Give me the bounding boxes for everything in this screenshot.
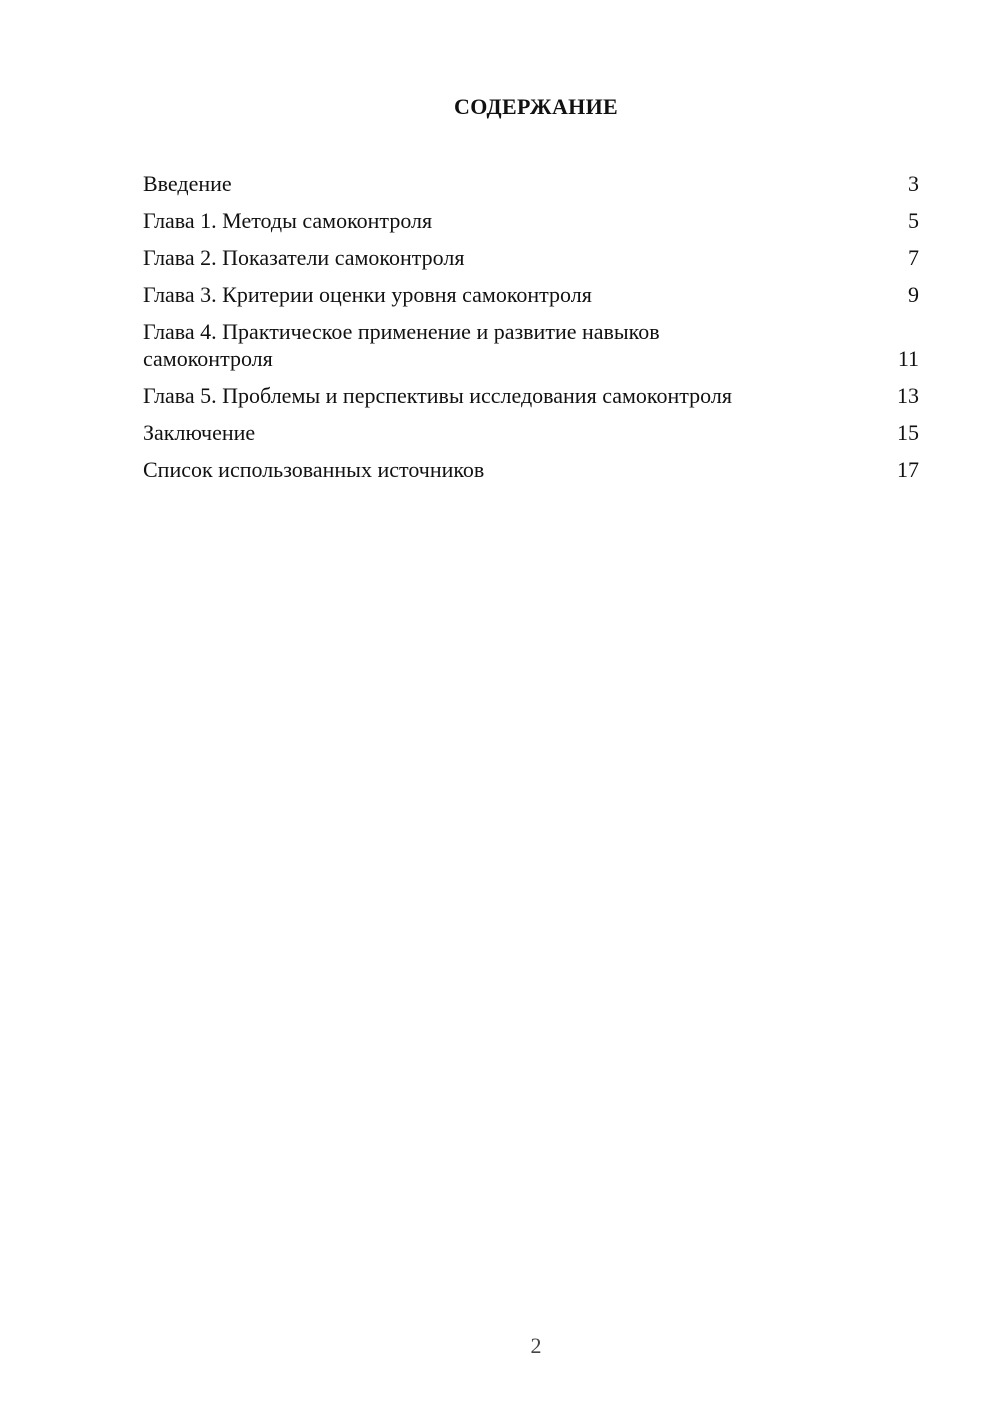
toc-entry-label [143,419,897,446]
toc-entry-introduction [143,170,919,197]
toc-entry-page: 3 [908,171,919,196]
toc-entry-chapter-4 [143,318,919,372]
toc-entry-chapter-3 [143,281,919,308]
toc-entry-label-line: Глава 3. Критерии оценки уровня самоконтроля [143,282,592,307]
toc-entry-label [143,207,908,234]
toc-entry-page: 5 [908,208,919,233]
toc-entry-page: 11 [897,346,919,371]
toc-entry-references [143,456,919,483]
toc-entry-label [143,281,908,308]
toc-entry-page: 17 [897,457,919,482]
toc-entry-chapter-1 [143,207,919,234]
toc-entry-label-line: Глава 5. Проблемы и перспективы исследования самоконтроля [143,383,732,408]
toc-entry-label-line: самоконтроля [143,346,273,371]
toc-entry-label [143,456,897,483]
toc-entry-label-line: Глава 2. Показатели самоконтроля [143,245,465,270]
toc-entry-page: 9 [908,282,919,307]
table-of-contents [143,170,919,493]
page-number: 2 [530,1333,542,1358]
toc-entry-conclusion [143,419,919,446]
toc-entry-chapter-5 [143,382,919,409]
toc-entry-label [143,318,898,372]
toc-entry-page: 13 [897,383,919,408]
toc-entry-label-line: Список использованных источников [143,457,485,482]
toc-entry-label [143,244,908,271]
toc-entry-page: 15 [897,420,919,445]
toc-entry-page: 7 [908,245,919,270]
toc-entry-label-line: Глава 4. Практическое применение и развитие навыков [143,319,660,344]
toc-entry-label-line: Введение [143,171,232,196]
toc-entry-chapter-2 [143,244,919,271]
page-title: СОДЕРЖАНИЕ [454,94,618,119]
toc-entry-label [143,170,908,197]
toc-entry-label-line: Заключение [143,420,256,445]
toc-entry-label-line: Глава 1. Методы самоконтроля [143,208,433,233]
toc-entry-label [143,382,897,409]
